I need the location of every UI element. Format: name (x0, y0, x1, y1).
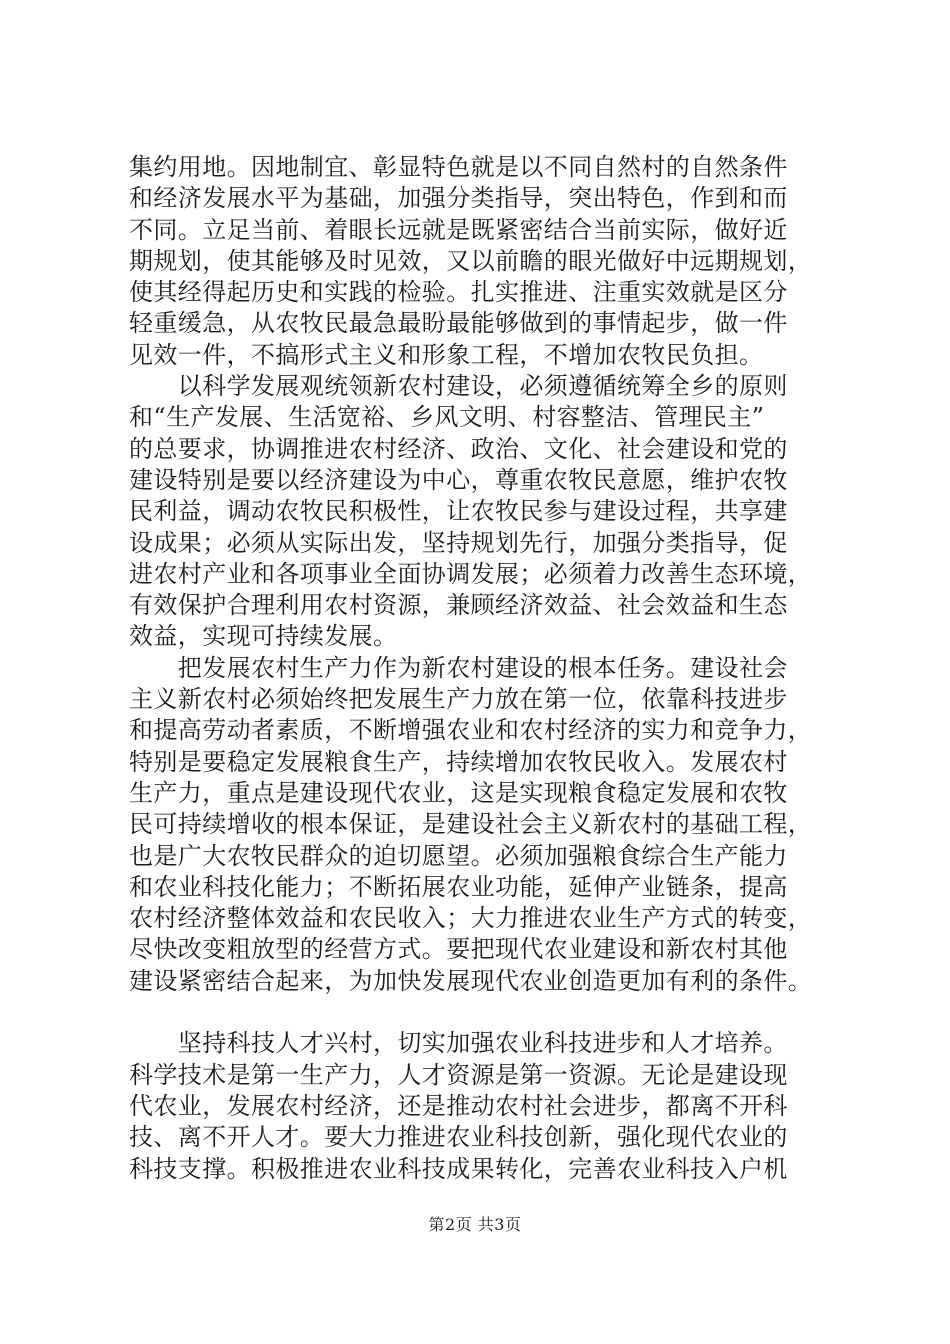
text-line: 农村经济整体效益和农民收入；大力推进农业生产方式的转变， (129, 904, 813, 933)
text-line: 见效一件，不搞形式主义和形象工程，不增加农牧民负担。 (129, 340, 764, 369)
text-line: 代农业，发展农村经济，还是推动农村社会进步，都离不开科 (129, 1091, 788, 1120)
text-line: 和提高劳动者素质，不断增强农业和农村经济的实力和竞争力， (129, 716, 813, 745)
text-line: 和农业科技化能力；不断拓展农业功能，延伸产业链条，提高 (129, 872, 788, 901)
text-line: 使其经得起历史和实践的检验。扎实推进、注重实效就是区分 (129, 278, 788, 307)
text-line: 的总要求，协调推进农村经济、政治、文化、社会建设和党的 (129, 434, 788, 463)
text-line: 进农村产业和各项事业全面协调发展；必须着力改善生态环境， (129, 559, 813, 588)
document-body (129, 152, 859, 1185)
text-line: 建设特别是要以经济建设为中心，尊重农牧民意愿，维护农牧 (129, 465, 788, 494)
page-number-footer: 第2页 共3页 (428, 1215, 522, 1234)
text-line: 民利益，调动农牧民积极性，让农牧民参与建设过程，共享建 (129, 497, 788, 526)
text-line: 不同。立足当前、着眼长远就是既紧密结合当前实际，做好近 (129, 215, 788, 244)
text-line: 民可持续增收的根本保证，是建设社会主义新农村的基础工程， (129, 810, 813, 839)
text-line: 技、离不开人才。要大力推进农业科技创新，强化现代农业的 (129, 1123, 788, 1152)
text-line: 特别是要稳定发展粮食生产，持续增加农牧民收入。发展农村 (129, 747, 788, 776)
text-line: 科学技术是第一生产力，人才资源是第一资源。无论是建设现 (129, 1060, 788, 1089)
text-line: 把发展农村生产力作为新农村建设的根本任务。建设社会 (129, 653, 788, 682)
text-line: 轻重缓急，从农牧民最急最盼最能够做到的事情起步，做一件 (129, 309, 788, 338)
text-line: 期规划，使其能够及时见效，又以前瞻的眼光做好中远期规划， (129, 246, 813, 275)
text-line: 以科学发展观统领新农村建设，必须遵循统筹全乡的原则 (129, 372, 788, 401)
blank-line (129, 997, 859, 1028)
text-line: 生产力，重点是建设现代农业，这是实现粮食稳定发展和农牧 (129, 778, 788, 807)
text-line: 主义新农村必须始终把发展生产力放在第一位，依靠科技进步 (129, 685, 788, 714)
text-line: 也是广大农牧民群众的迫切愿望。必须加强粮食综合生产能力 (129, 841, 788, 870)
text-line: 效益，实现可持续发展。 (129, 622, 398, 651)
text-line: 科技支撑。积极推进农业科技成果转化，完善农业科技入户机 (129, 1154, 788, 1183)
text-line: 集约用地。因地制宜、彰显特色就是以不同自然村的自然条件 (129, 153, 788, 181)
text-line: 有效保护合理利用农村资源，兼顾经济效益、社会效益和生态 (129, 591, 788, 620)
text-line: 坚持科技人才兴村，切实加强农业科技进步和人才培养。 (129, 1029, 788, 1058)
text-line: 建设紧密结合起来，为加快发展现代农业创造更加有利的条件。 (129, 966, 813, 995)
text-line: 和“生产发展、生活宽裕、乡风文明、村容整洁、管理民主” (129, 403, 765, 432)
text-line: 设成果；必须从实际出发，坚持规划先行，加强分类指导，促 (129, 528, 788, 557)
text-line: 尽快改变粗放型的经营方式。要把现代农业建设和新农村其他 (129, 935, 788, 964)
text-line: 和经济发展水平为基础，加强分类指导，突出特色，作到和而 (129, 184, 788, 213)
